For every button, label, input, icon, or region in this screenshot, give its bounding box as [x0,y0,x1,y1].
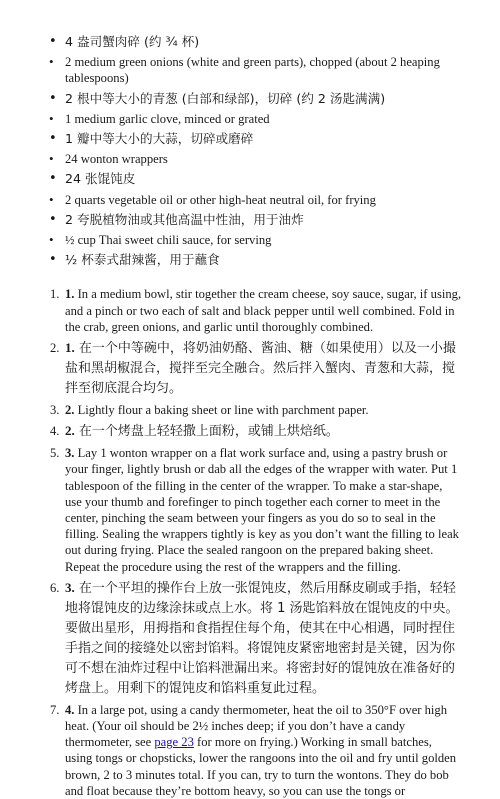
step-number: 2. [50,341,60,356]
ingredient-item: • ½ 杯泰式甜辣酱，用于蘸食 [38,252,462,268]
step-text: Lay 1 wonton wrapper on a flat work surface and, using a pastry brush or your finger, lightly brush or dab all the edges of the wrapper with water. Put 1 tablespoon of the filling in the center of the wrapper. To make a star-shape, use your thumb and forefinger to pinch together each corner to meet in the center, pinching the seam between your fingers as you do so to seal in the filling. Sealing the wrappers tightly is key as you don’t want the filling to leak out during frying. Place the sealed rangoon on the prepared baking sheet. Repeat the procedure using the rest of the wrappers and the filling. [65,446,459,574]
step-label: 1. [65,340,75,356]
step-number: 6. [50,580,60,595]
page-link[interactable]: page 23 [154,735,194,750]
instruction-step [38,286,462,335]
instruction-step [38,702,462,799]
step-number: 4. [50,424,60,439]
ingredient-item: • ½ cup Thai sweet chili sauce, for serving [38,232,462,248]
step-text: In a medium bowl, stir together the cream cheese, soy sauce, sugar, if using, and a pinch or two each of salt and black pepper until well combined. Fold in the crab, green onions, and garlic until thoroughly combined. [65,287,462,334]
ingredient-item: • 2 medium green onions (white and green parts), chopped (about 2 heaping tablespoons) [38,54,462,86]
step-text: Lightly flour a baking sheet or line with parchment paper. [74,403,369,418]
ingredient-item: • 1 瓣中等大小的大蒜，切碎或磨碎 [38,131,462,147]
step-label: 3. [65,579,75,595]
instruction-step [38,402,462,418]
ingredient-item: • 1 medium garlic clove, minced or grated [38,111,462,127]
step-label: 4. [65,702,75,717]
instruction-list [38,286,462,799]
ingredient-item: • 2 根中等大小的青葱 (白部和绿部)，切碎 (约 2 汤匙满满) [38,91,462,107]
instruction-step [38,421,462,442]
ingredient-item: • 2 quarts vegetable oil or other high-heat neutral oil, for frying [38,192,462,208]
step-text: 在一个平坦的操作台上放一张馄饨皮，然后用酥皮刷或手指，轻轻地将馄饨皮的边缘涂抹或点上水。将 1 汤匙馅料放在馄饨皮的中央。要做出星形，用拇指和食指捏住每个角，使其在中心相遇，同时捏住手指之间的接缝处以密封馅料。将馄饨皮紧密地密封是关键，因为你可不想在油炸过程中让馅料泄漏出来。将密封好的馄饨放在准备好的烤盘上。用剩下的馄饨皮和馅料重复此过程。 [65,580,459,696]
step-number: 7. [50,702,60,717]
step-label: 2. [65,423,75,439]
step-text: 在一个烤盘上轻轻撒上面粉，或铺上烘焙纸。 [74,424,339,440]
step-number: 1. [50,287,60,302]
step-text: 在一个中等碗中，将奶油奶酪、酱油、糖（如果使用）以及一小撮盐和黑胡椒混合，搅拌至完全融合。然后拌入蟹肉、青葱和大蒜，搅拌至彻底混合均匀。 [65,341,456,397]
step-label: 2. [65,403,75,418]
ingredient-list [38,34,462,268]
ingredient-item: • 4 盎司蟹肉碎 (约 ¾ 杯) [38,34,462,50]
instruction-step [38,445,462,575]
instruction-step [38,338,462,399]
step-text: In a large pot, using a candy thermometer, heat the oil to 350°F over high heat. (Your oil should be 2½ inches deep; if you don’t have a candy thermometer, see [65,702,448,750]
step-text: for more on frying.) Working in small batches, using tongs or chopsticks, lower the rangoons into the oil and fry until golden brown, 2 to 3 minutes total. If you can, try to turn the wontons. They do bob and float because they’re bottom heavy, so you can use the tongs or [65,735,457,798]
step-number: 5. [50,446,60,461]
ingredient-item: • 24 wonton wrappers [38,151,462,167]
ingredient-item: • 2 夸脱植物油或其他高温中性油，用于油炸 [38,212,462,228]
ingredient-item: • 24 张馄饨皮 [38,171,462,187]
step-number: 3. [50,403,60,418]
instruction-step [38,578,462,699]
step-label: 3. [65,446,75,461]
step-label: 1. [65,287,75,302]
